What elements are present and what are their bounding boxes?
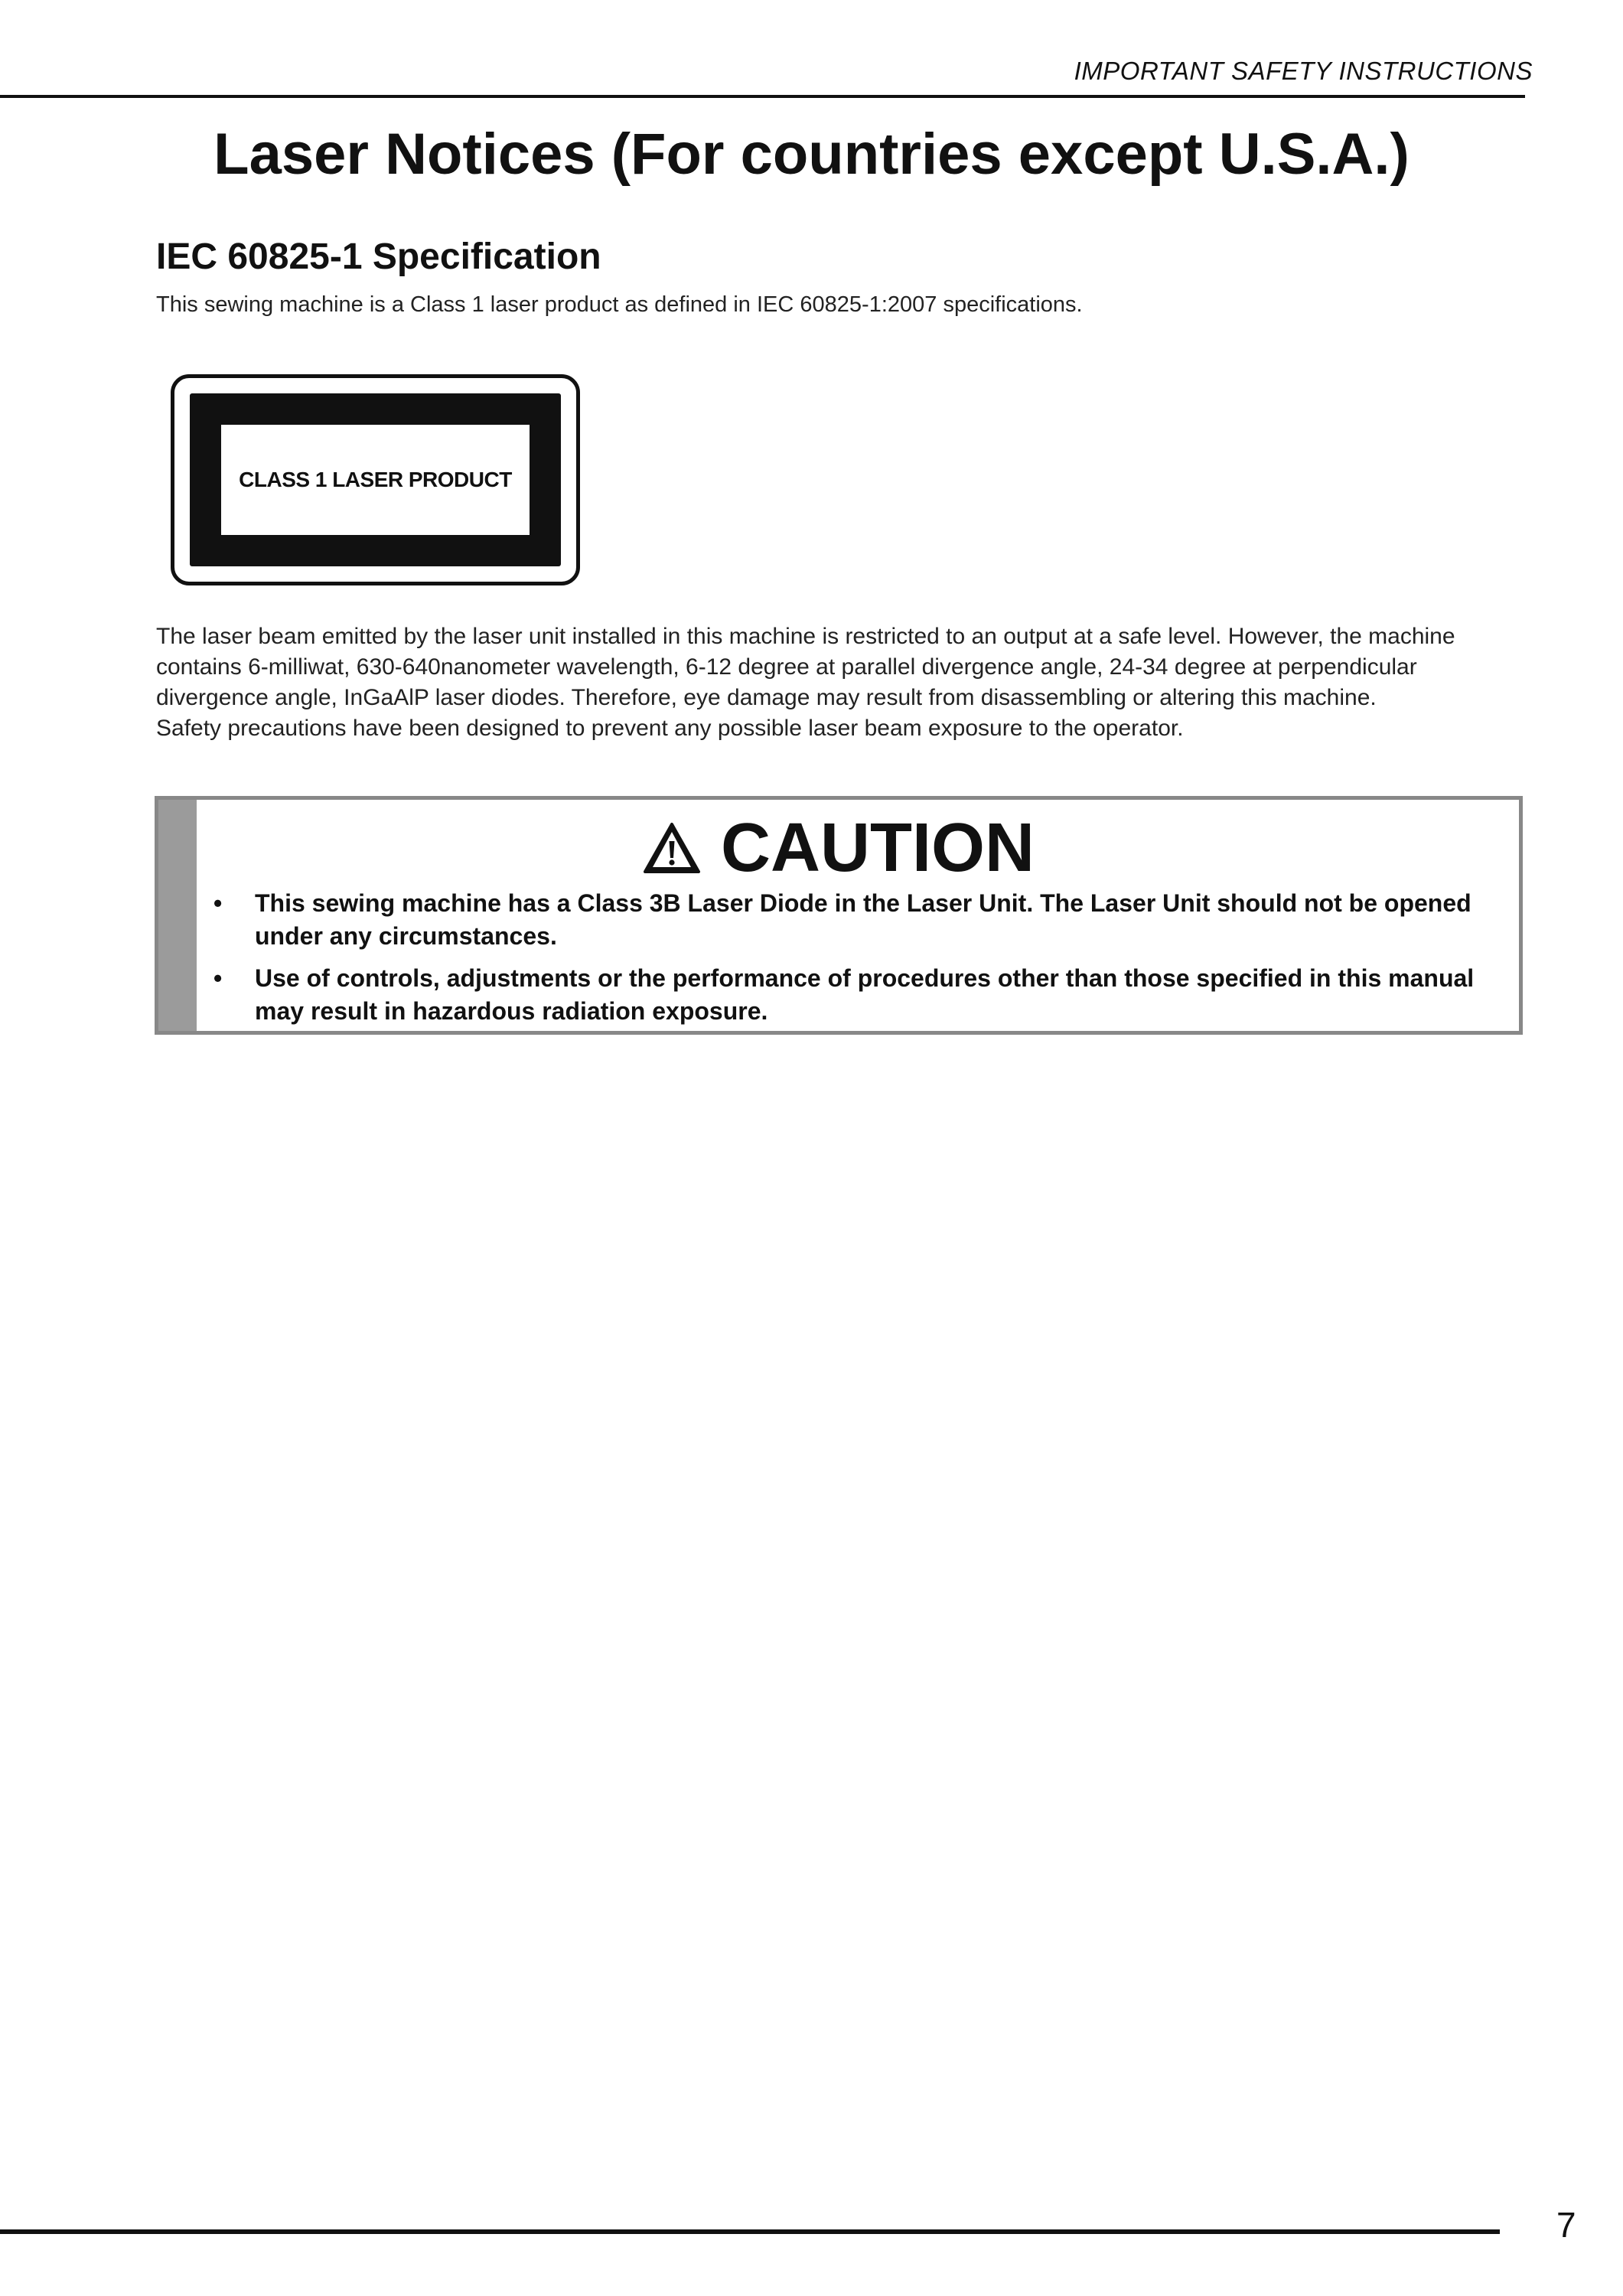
body-paragraph-2: Safety precautions have been designed to prevent any possible laser beam exposure to the operator.: [156, 716, 1184, 741]
class-1-laser-label: [171, 374, 580, 585]
caution-item: [213, 962, 1498, 1028]
label-band: [190, 393, 561, 566]
body-text: [156, 621, 1533, 744]
running-header: IMPORTANT SAFETY INSTRUCTIONS: [1074, 57, 1533, 85]
caution-title: [158, 810, 1519, 886]
caution-item: [213, 887, 1498, 953]
section-heading: IEC 60825-1 Specification: [156, 236, 601, 277]
caution-list: [213, 887, 1498, 1037]
warning-triangle-icon: [643, 821, 701, 875]
caution-item-text: Use of controls, adjustments or the performance of procedures other than those specified in this manual may result in hazardous radiation exposure.: [255, 964, 1475, 1025]
label-text: CLASS 1 LASER PRODUCT: [239, 468, 512, 491]
body-paragraph-1: The laser beam emitted by the laser unit installed in this machine is restricted to an output at a safe level. However, the machine contains 6-milliwat, 630-640nanometer wavelength, 6-12 degree at parallel divergence angle, 24-34 degree at perpendicular divergence angle, InGaAlP laser diodes. Therefore, eye damage may result from disassembling or altering this machine.: [156, 624, 1455, 710]
footer-rule: [0, 2229, 1500, 2234]
caution-box: [155, 796, 1523, 1035]
bullet: •: [213, 889, 223, 917]
bullet: •: [213, 964, 223, 992]
caution-item-text: This sewing machine has a Class 3B Laser Diode in the Laser Unit. The Laser Unit should not be opened under any circumstances.: [255, 889, 1471, 950]
page-number: 7: [1556, 2205, 1576, 2245]
caution-heading: CAUTION: [721, 810, 1035, 886]
label-inner: [221, 425, 530, 535]
page-title: Laser Notices (For countries except U.S.A.): [213, 122, 1410, 187]
header-rule: [0, 95, 1525, 98]
intro-text: This sewing machine is a Class 1 laser product as defined in IEC 60825-1:2007 specifications.: [156, 292, 1083, 317]
